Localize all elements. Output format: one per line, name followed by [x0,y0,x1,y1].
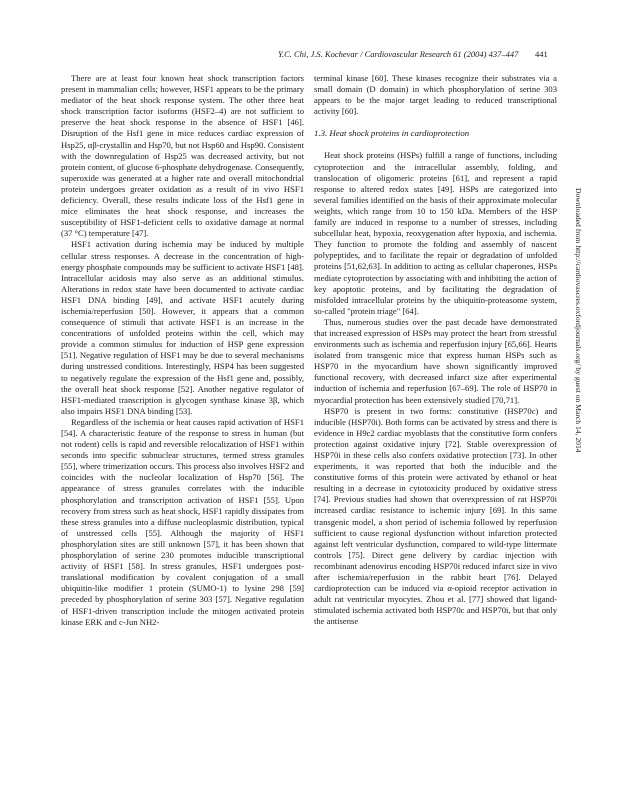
journal-citation: Y.C. Chi, J.S. Kochevar / Cardiovascular Research 61 (2004) 437–447 [278,49,519,59]
section-heading: 1.3. Heat shock proteins in cardioprotection [314,128,470,139]
page-number: 441 [535,49,548,59]
body-paragraph: Thus, numerous studies over the past decade have demonstrated that increased expression of HSPs may protect the heart from stressful environments such as ischemia and reperfusion injury [65,66]. Hearts isolated from transgenic mice that express human HSPs such as HSP70 in the myocardium have shown significantly improved functional recovery, with decreased infarct size after experimental induction of ischemia and reperfusion [67–69]. The role of HSP70 in myocardial protection has been extensively studied [70,71]. [314,316,557,405]
continued-paragraph: terminal kinase [60]. These kinases recognize their substrates via a small domain (D domain) in which phosphorylation of serine 303 appears to be the major target leading to reduced transcriptional activity [60]. [314,73,557,117]
body-paragraph: Regardless of the ischemia or heat causes rapid activation of HSF1 [54]. A characteristic feature of the response to stress in human (but not rodent) cells is rapid and reversible relocalization of HSF1 within seconds into specific subnuclear structures, termed stress granules [55], where trimerization occurs. This process also involves HSF2 and coincides with the nucleolar localization of Hsp70 [56]. The appearance of stress granules correlates with the inducible phosphorylation and transcription activation of HSF1 [55]. Upon recovery from stress such as heat shock, HSF1 rapidly dissipates from these stress granules into a diffuse nucleoplasmic distribution, typical of unstressed cells [55]. Although the majority of HSF1 phosphorylation sites are still unknown [57], it has been shown that phosphorylation of serine 230 promotes inducible transcriptional activity of HSF1 [58]. In stress granules, HSF1 undergoes post-translational modification by covalent conjugation of a small ubiquitin-like modifier 1 protein (SUMO-1) to lysine 298 [59] preceded by phosphorylation of serine 303 [57]. Negative regulation of HSF1-driven transcription include the mitogen activated protein kinase ERK and c-Jun NH2- [61,416,304,627]
body-paragraph: HSP70 is present in two forms: constitutive (HSP70c) and inducible (HSP70i). Both forms can be activated by stress and there is evidence in H9c2 cardiac myoblasts that the constitutive form confers protection against oxidative injury [72]. Stable overexpression of HSP70i in these cells also confers oxidative protection [73]. In other experiments, it was reported that both the inducible and the constitutive forms of this protein were activated by ethanol or heat resulting in a decrease in cytotoxicity produced by oxidative stress [74]. Previous studies had shown that overexpression of rat HSP70i increased cardiac resistance to ischemic injury [69]. In this same transgenic model, a short period of ischemia followed by reperfusion sufficient to cause regional dysfunction without infarction protected against left ventricular dysfunction, compared to wild-type littermate controls [75]. Direct gene delivery by cardiac injection with recombinant adenovirus encoding HSP70i reduced infarct size in vivo after ischemia/reperfusion in the rabbit heart [76]. Delayed cardioprotection can be induced via α-opioid receptor activation in adult rat ventricular myocytes. Zhou et al. [77] showed that ligand-stimulated ischemia activated both HSP70c and HSP70i, but that only the antisense [314,405,557,627]
body-paragraph: There are at least four known heat shock transcription factors present in mammalian cells; however, HSF1 appears to be the primary mediator of the heat shock response system. The other three heat shock transcription factor isoforms (HSF2–4) are not sufficient to preserve the heat shock response in the absence of HSF1 [46]. Disruption of the Hsf1 gene in mice reduces cardiac expression of Hsp25, αβ-crystallin and Hsp70, but not Hsp60 and Hsp90. Consistent with the downregulation of Hsp25 was decreased activity, but not protein content, of glucose 6-phosphate dehydrogenase. Consequently, superoxide was generated at a higher rate and overall mitochondrial protein undergoes greater oxidation as a result of in vivo HSF1 deficiency. Overall, these results indicate loss of the Hsf1 gene in mice eliminates the heat shock response, and increases the susceptibility of HSF1-deficient cells to oxidative damage at normal (37 °C) temperature [47]. [61,73,304,239]
body-paragraph: HSF1 activation during ischemia may be induced by multiple cellular stress responses. A decrease in the concentration of high-energy phosphate compounds may be sufficient to activate HSF1 [48]. Intracellular acidosis may also serve as an additional stimulus. Alterations in redox state have been documented to activate cardiac HSF1 DNA binding [49], and activate HSF1 acutely during ischemia/reperfusion [50]. However, it appears that a common consequence of stimuli that activate HSF1 is an increase in the concentrations of unfolded proteins within the cell, which may provide a common stimulus for induction of HSP gene expression [51]. Negative regulation of HSF1 may be due to several mechanisms during unstressed conditions. Interestingly, HSP4 has been suggested to negatively regulate the expression of the Hsf1 gene and, possibly, the overall heat shock response [52]. Another negative regulator of HSF1-mediated transcription is glycogen synthase kinase 3β, which also impairs HSF1 DNA binding [53]. [61,239,304,416]
running-header [0,49,619,61]
right-column [314,73,557,628]
download-watermark [573,188,585,608]
body-paragraph: Heat shock proteins (HSPs) fulfill a range of functions, including cytoprotection and the intracellular assembly, folding, and translocation of oligomeric proteins [61], and represent a rapid response to altered redox states [49]. HSPs are categorized into several families identified on the basis of their approximate molecular weights, which range from 10 to 150 kDa. Members of the HSP family are induced in response to a number of stresses, including subcellular heat, hypoxia, reoxygenation after hypoxia, and ischemia. They function to promote the folding and assembly of nascent polypeptides, and to facilitate the repair or degradation of unfolded proteins [51,62,63]. In addition to acting as cellular chaperones, HSPs mediate cytoprotection by associating with and inhibiting the action of key apoptotic proteins, and by facilitating the degradation of misfolded intracellular proteins by the ubiquitin-proteasome system, so-called "protein triage" [64]. [314,150,557,316]
left-column [61,73,304,628]
download-watermark-text: Downloaded from http://cardiovascres.oxfordjournals.org/ by guest on March 14, 2014 [574,188,583,453]
